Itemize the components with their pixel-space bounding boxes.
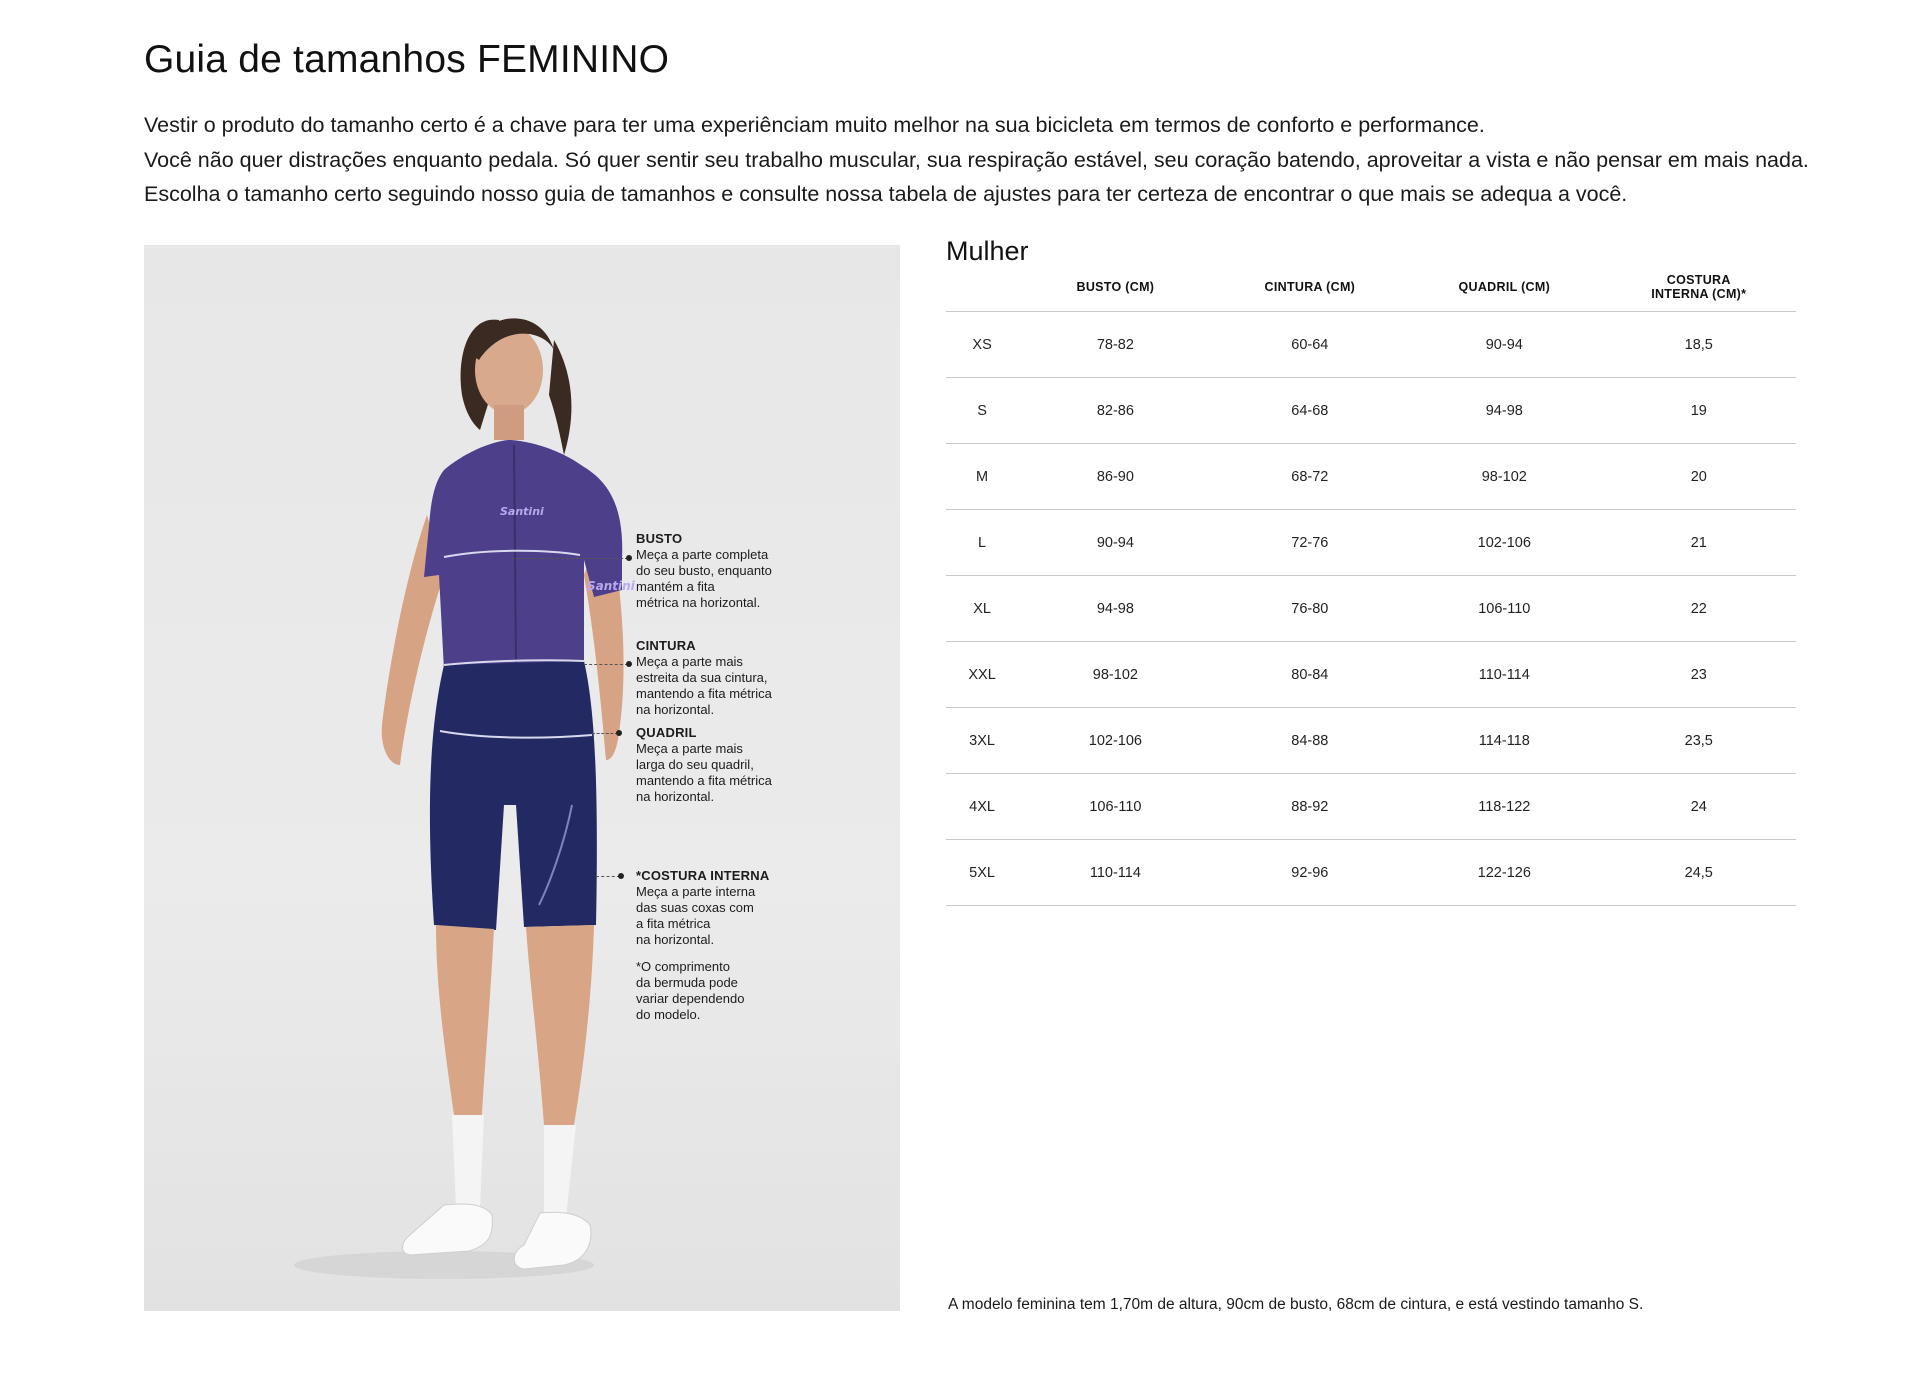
cell-cintura: 76-80 [1213,576,1407,642]
cell-busto: 86-90 [1018,444,1212,510]
cell-quadril: 118-122 [1407,774,1601,840]
annotation-quadril-line: Meça a parte mais [636,741,743,756]
cell-quadril: 110-114 [1407,642,1601,708]
cell-quadril: 94-98 [1407,378,1601,444]
annotation-quadril-line: na horizontal. [636,789,715,804]
costura-guide-line [596,876,620,877]
cell-size: M [946,444,1018,510]
cell-cintura: 68-72 [1213,444,1407,510]
jersey-brand-sleeve: Santini [587,579,635,593]
annotation-busto-title: BUSTO [636,531,683,546]
table-row [946,642,1796,708]
page-title: Guia de tamanhos FEMININO [144,38,670,81]
model-photo [144,245,900,1311]
cell-quadril: 114-118 [1407,708,1601,774]
header-costura-l2: INTERNA (CM)* [1651,286,1747,301]
cell-costura: 23 [1602,642,1796,708]
busto-guide-dot [626,555,632,561]
cell-size: 5XL [946,840,1018,906]
cell-costura: 23,5 [1602,708,1796,774]
cell-size: L [946,510,1018,576]
annotation-note-line: variar dependendo [636,991,745,1006]
annotation-note-line: *O comprimento [636,959,730,974]
table-row [946,840,1796,906]
cell-quadril: 102-106 [1407,510,1601,576]
model-size-footnote: A modelo feminina tem 1,70m de altura, 90cm de busto, 68cm de cintura, e está vestindo tamanho S. [948,1296,1644,1313]
header-costura-interna [1602,262,1796,312]
annotation-length-note [636,959,806,1023]
quadril-guide-dot [616,730,622,736]
annotation-costura-line: das suas coxas com [636,900,754,915]
header-busto: BUSTO (CM) [1018,262,1212,312]
annotation-note-line: do modelo. [636,1007,701,1022]
cintura-guide-dot [626,661,632,667]
intro-line-1: Vestir o produto do tamanho certo é a chave para ter uma experiênciam muito melhor na sua bicicleta em termos de conforto e performance. [144,113,1485,137]
costura-guide-dot [618,873,624,879]
table-header-row [946,262,1796,312]
cell-cintura: 84-88 [1213,708,1407,774]
annotation-cintura-title: CINTURA [636,638,696,653]
cell-cintura: 60-64 [1213,312,1407,378]
table-row [946,510,1796,576]
cell-busto: 98-102 [1018,642,1212,708]
annotation-quadril-line: mantendo a fita métrica [636,773,772,788]
cell-size: XL [946,576,1018,642]
cell-busto: 82-86 [1018,378,1212,444]
cell-cintura: 72-76 [1213,510,1407,576]
cintura-guide-line [584,664,628,665]
annotation-cintura [636,638,806,718]
annotation-cintura-line: na horizontal. [636,702,715,717]
annotation-cintura-line: estreita da sua cintura, [636,670,768,685]
size-table [946,262,1796,906]
annotation-busto-line: Meça a parte completa [636,547,769,562]
cell-cintura: 88-92 [1213,774,1407,840]
cell-size: S [946,378,1018,444]
cell-cintura: 92-96 [1213,840,1407,906]
table-row [946,708,1796,774]
cell-costura: 19 [1602,378,1796,444]
cell-costura: 20 [1602,444,1796,510]
annotation-cintura-line: mantendo a fita métrica [636,686,772,701]
busto-guide-line [512,558,628,559]
intro-line-3: Escolha o tamanho certo seguindo nosso guia de tamanhos e consulte nossa tabela de ajustes para ter certeza de encontrar o que mais se adequa a você. [144,182,1628,206]
cell-size: 3XL [946,708,1018,774]
annotation-busto-line: métrica na horizontal. [636,595,761,610]
intro-line-2: Você não quer distrações enquanto pedala. Só quer sentir seu trabalho muscular, sua respiração estável, seu coração batendo, aproveitar a vista e não pensar em mais nada. [144,147,1809,172]
cell-quadril: 122-126 [1407,840,1601,906]
annotation-quadril [636,725,806,805]
cell-size: XXL [946,642,1018,708]
cell-costura: 24 [1602,774,1796,840]
cell-quadril: 106-110 [1407,576,1601,642]
annotation-note-line: da bermuda pode [636,975,738,990]
cell-busto: 102-106 [1018,708,1212,774]
annotation-costura-title: *COSTURA INTERNA [636,868,770,883]
cell-busto: 94-98 [1018,576,1212,642]
header-quadril: QUADRIL (CM) [1407,262,1601,312]
annotation-quadril-title: QUADRIL [636,725,697,740]
cell-busto: 78-82 [1018,312,1212,378]
annotation-quadril-line: larga do seu quadril, [636,757,754,772]
quadril-guide-line [592,733,618,734]
cell-costura: 18,5 [1602,312,1796,378]
cell-costura: 22 [1602,576,1796,642]
table-row [946,576,1796,642]
cell-size: 4XL [946,774,1018,840]
table-row [946,774,1796,840]
cell-size: XS [946,312,1018,378]
cell-busto: 106-110 [1018,774,1212,840]
table-row [946,378,1796,444]
table-row [946,312,1796,378]
cell-costura: 24,5 [1602,840,1796,906]
annotation-cintura-line: Meça a parte mais [636,654,743,669]
annotation-costura-line: na horizontal. [636,932,715,947]
cell-cintura: 80-84 [1213,642,1407,708]
cell-busto: 110-114 [1018,840,1212,906]
annotation-busto [636,531,806,611]
annotation-costura-line: a fita métrica [636,916,711,931]
table-row [946,444,1796,510]
annotation-costura-line: Meça a parte interna [636,884,756,899]
header-size [946,262,1018,312]
intro-text [144,108,1904,212]
cell-quadril: 90-94 [1407,312,1601,378]
annotation-busto-line: do seu busto, enquanto [636,563,772,578]
table-title: Mulher [946,236,1029,266]
cell-costura: 21 [1602,510,1796,576]
cell-quadril: 98-102 [1407,444,1601,510]
header-costura-l1: COSTURA [1666,272,1731,287]
annotation-busto-line: mantém a fita [636,579,715,594]
cell-busto: 90-94 [1018,510,1212,576]
jersey-brand-chest: Santini [500,505,544,518]
header-cintura: CINTURA (CM) [1213,262,1407,312]
cell-cintura: 64-68 [1213,378,1407,444]
annotation-costura-interna [636,868,806,948]
